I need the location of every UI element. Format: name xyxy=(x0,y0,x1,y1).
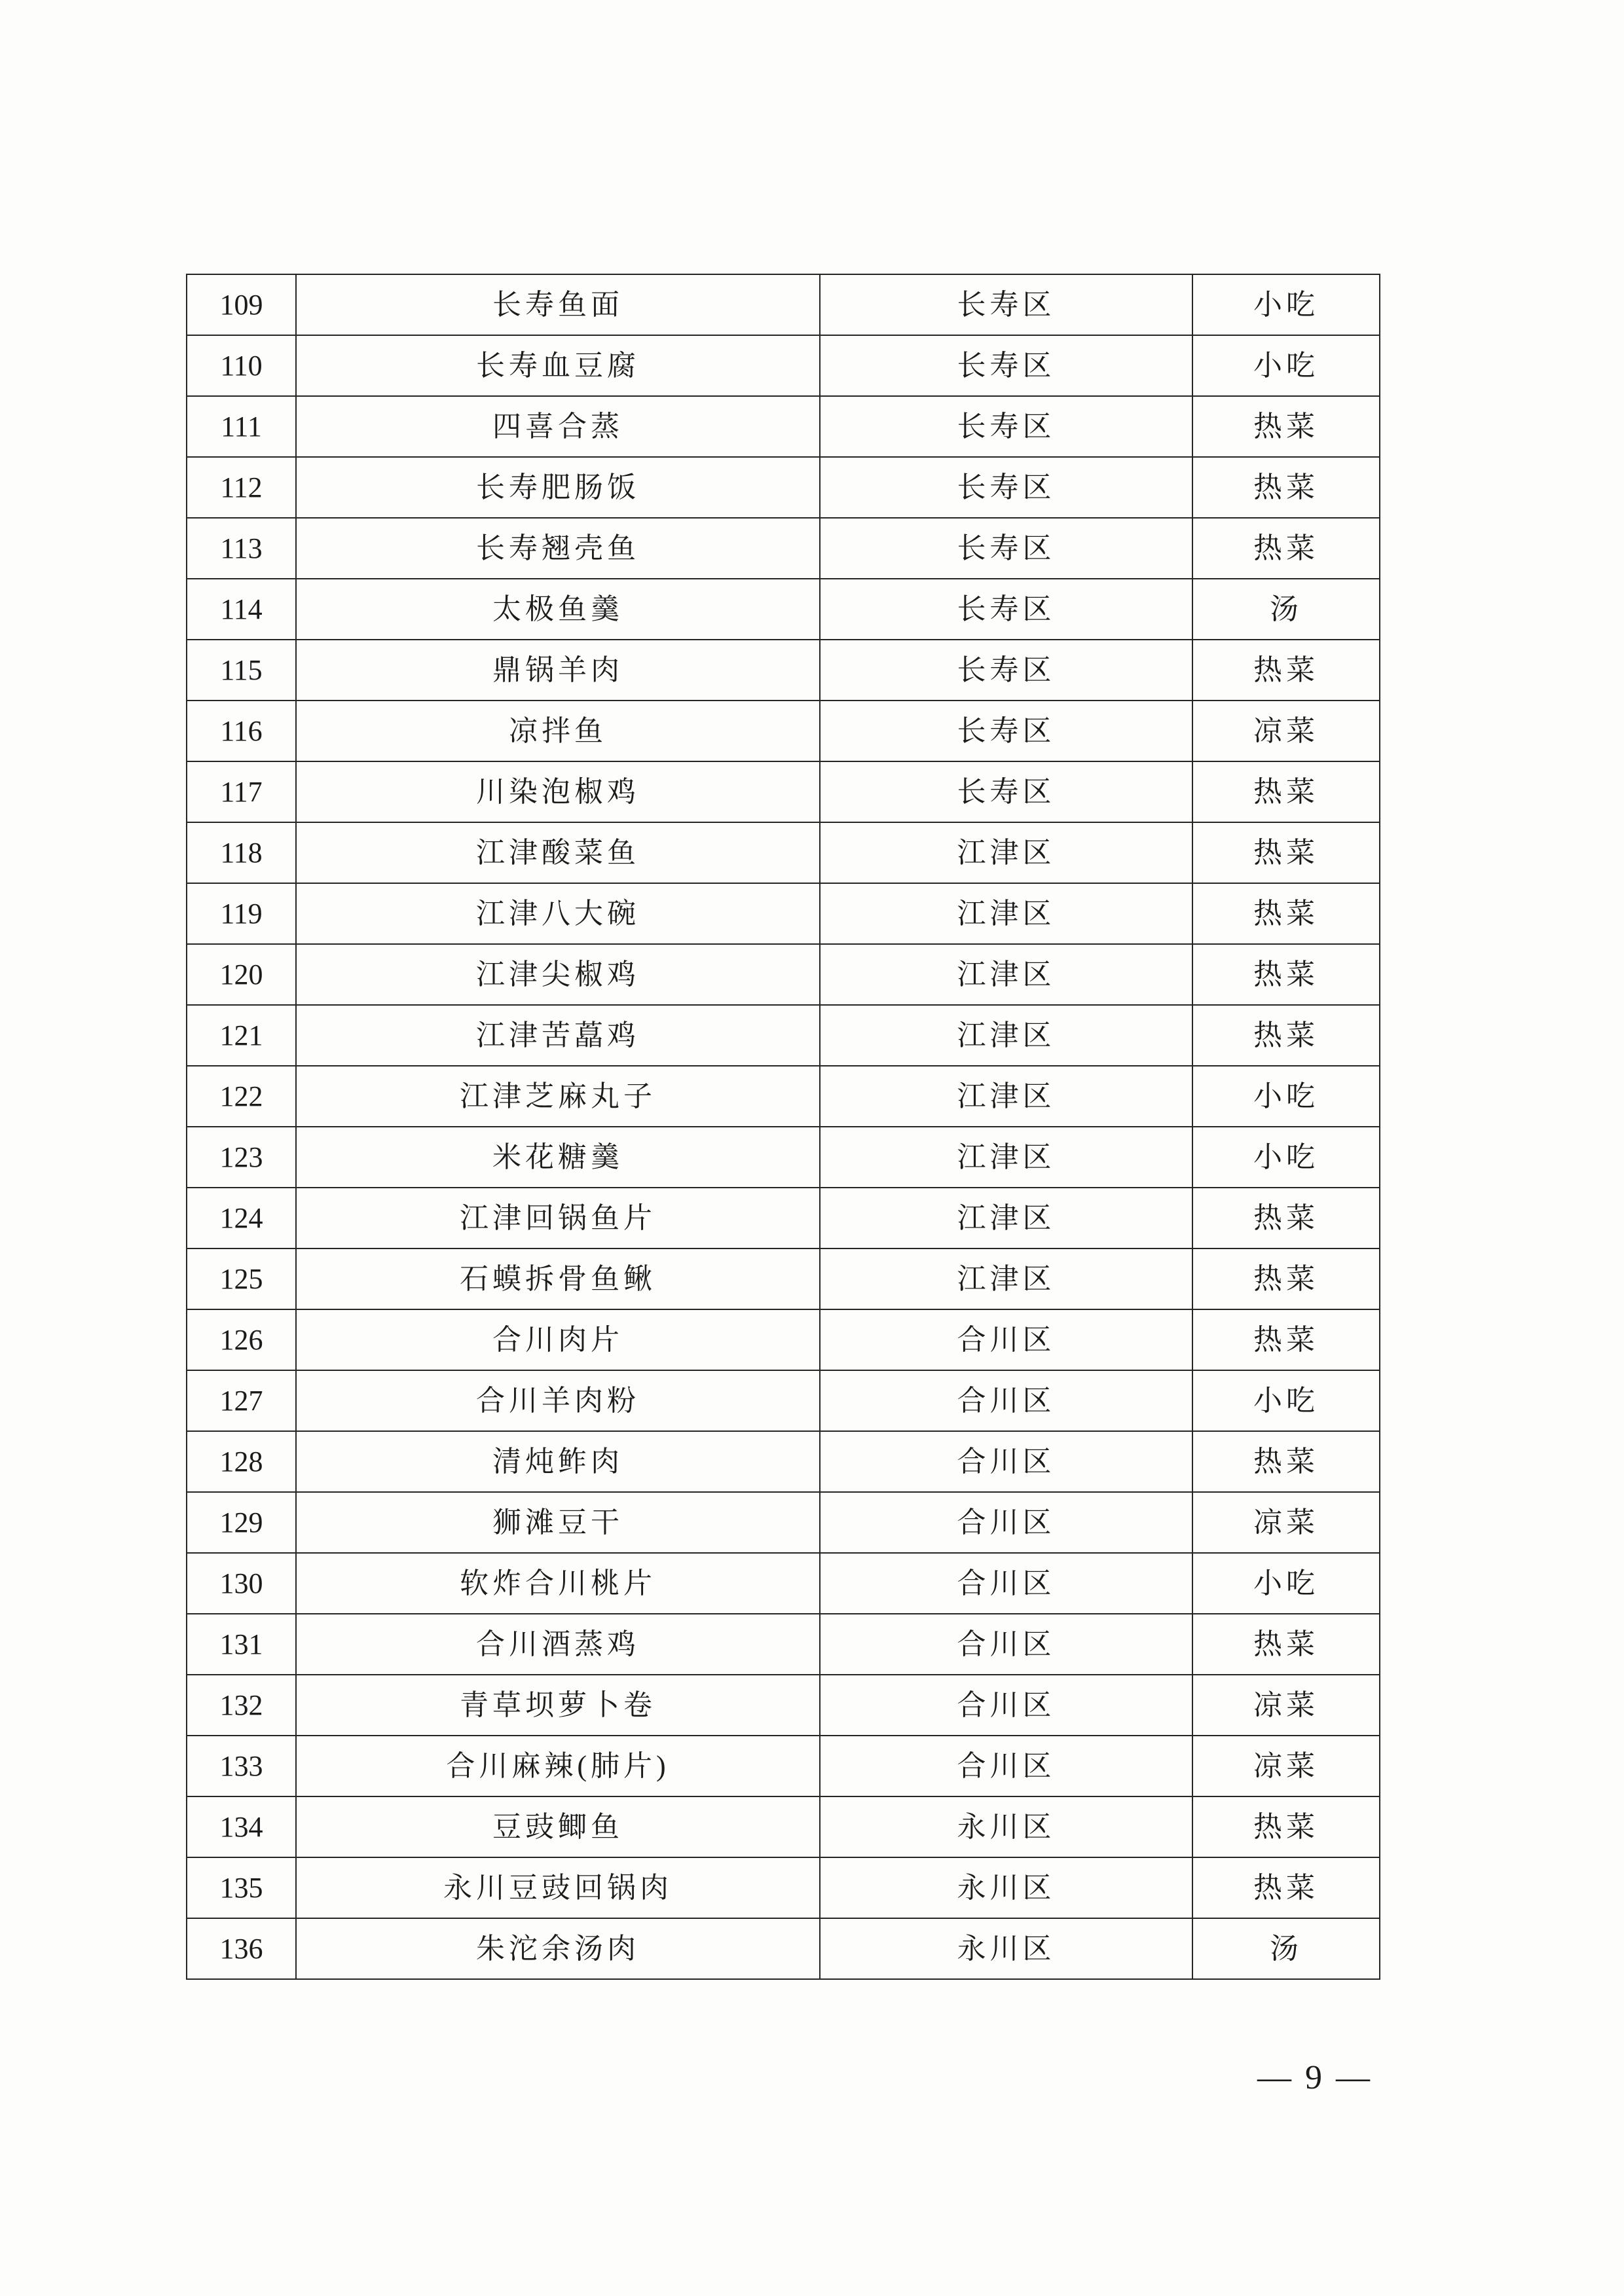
category-cell: 凉菜 xyxy=(1192,1492,1380,1553)
table-row xyxy=(187,1553,1380,1614)
category-cell: 热菜 xyxy=(1192,457,1380,518)
category-cell: 热菜 xyxy=(1192,640,1380,701)
district-cell: 长寿区 xyxy=(820,274,1192,335)
table-row xyxy=(187,1918,1380,1979)
category-cell: 热菜 xyxy=(1192,1309,1380,1370)
row-number-cell: 131 xyxy=(187,1614,296,1675)
table-row xyxy=(187,1188,1380,1248)
dish-name-cell: 江津苦藠鸡 xyxy=(296,1005,820,1066)
district-cell: 合川区 xyxy=(820,1309,1192,1370)
dish-name-cell: 青草坝萝卜卷 xyxy=(296,1675,820,1736)
district-cell: 江津区 xyxy=(820,1127,1192,1188)
category-cell: 小吃 xyxy=(1192,1370,1380,1431)
table-row xyxy=(187,1675,1380,1736)
dish-name-cell: 合川羊肉粉 xyxy=(296,1370,820,1431)
table-row xyxy=(187,640,1380,701)
district-cell: 长寿区 xyxy=(820,640,1192,701)
table-row xyxy=(187,1005,1380,1066)
row-number-cell: 122 xyxy=(187,1066,296,1127)
table-row xyxy=(187,1796,1380,1857)
category-cell: 凉菜 xyxy=(1192,1736,1380,1796)
dish-name-cell: 江津尖椒鸡 xyxy=(296,944,820,1005)
category-cell: 热菜 xyxy=(1192,883,1380,944)
table-row xyxy=(187,1248,1380,1309)
dish-name-cell: 狮滩豆干 xyxy=(296,1492,820,1553)
category-cell: 热菜 xyxy=(1192,396,1380,457)
table-row xyxy=(187,822,1380,883)
row-number-cell: 115 xyxy=(187,640,296,701)
dish-name-cell: 清炖鲊肉 xyxy=(296,1431,820,1492)
table-row xyxy=(187,1066,1380,1127)
table-row xyxy=(187,274,1380,335)
dish-name-cell: 长寿肥肠饭 xyxy=(296,457,820,518)
district-cell: 永川区 xyxy=(820,1918,1192,1979)
dish-name-cell: 凉拌鱼 xyxy=(296,701,820,761)
table-row xyxy=(187,1309,1380,1370)
district-cell: 江津区 xyxy=(820,1248,1192,1309)
dish-name-cell: 合川酒蒸鸡 xyxy=(296,1614,820,1675)
dish-name-cell: 合川肉片 xyxy=(296,1309,820,1370)
district-cell: 合川区 xyxy=(820,1736,1192,1796)
dish-name-cell: 合川麻辣(肺片) xyxy=(296,1736,820,1796)
table-row xyxy=(187,944,1380,1005)
row-number-cell: 130 xyxy=(187,1553,296,1614)
category-cell: 热菜 xyxy=(1192,1857,1380,1918)
row-number-cell: 110 xyxy=(187,335,296,396)
table-row xyxy=(187,1127,1380,1188)
dish-name-cell: 江津回锅鱼片 xyxy=(296,1188,820,1248)
category-cell: 热菜 xyxy=(1192,1796,1380,1857)
row-number-cell: 134 xyxy=(187,1796,296,1857)
dish-name-cell: 长寿翘壳鱼 xyxy=(296,518,820,579)
table-row xyxy=(187,1431,1380,1492)
dish-name-cell: 江津八大碗 xyxy=(296,883,820,944)
row-number-cell: 133 xyxy=(187,1736,296,1796)
table-row xyxy=(187,1614,1380,1675)
category-cell: 小吃 xyxy=(1192,1066,1380,1127)
dish-name-cell: 长寿血豆腐 xyxy=(296,335,820,396)
district-cell: 长寿区 xyxy=(820,518,1192,579)
row-number-cell: 132 xyxy=(187,1675,296,1736)
district-cell: 合川区 xyxy=(820,1370,1192,1431)
page-number: — 9 — xyxy=(1257,2059,1373,2096)
category-cell: 热菜 xyxy=(1192,822,1380,883)
district-cell: 江津区 xyxy=(820,1005,1192,1066)
dish-name-cell: 永川豆豉回锅肉 xyxy=(296,1857,820,1918)
row-number-cell: 135 xyxy=(187,1857,296,1918)
table-row xyxy=(187,1370,1380,1431)
district-cell: 合川区 xyxy=(820,1431,1192,1492)
category-cell: 汤 xyxy=(1192,579,1380,640)
table-row xyxy=(187,883,1380,944)
district-cell: 长寿区 xyxy=(820,579,1192,640)
category-cell: 热菜 xyxy=(1192,944,1380,1005)
district-cell: 江津区 xyxy=(820,883,1192,944)
district-cell: 长寿区 xyxy=(820,457,1192,518)
category-cell: 热菜 xyxy=(1192,761,1380,822)
category-cell: 凉菜 xyxy=(1192,1675,1380,1736)
category-cell: 热菜 xyxy=(1192,1614,1380,1675)
category-cell: 热菜 xyxy=(1192,1431,1380,1492)
category-cell: 小吃 xyxy=(1192,335,1380,396)
category-cell: 凉菜 xyxy=(1192,701,1380,761)
table-row xyxy=(187,1492,1380,1553)
row-number-cell: 120 xyxy=(187,944,296,1005)
district-cell: 合川区 xyxy=(820,1492,1192,1553)
row-number-cell: 119 xyxy=(187,883,296,944)
dish-name-cell: 石蟆拆骨鱼鳅 xyxy=(296,1248,820,1309)
row-number-cell: 127 xyxy=(187,1370,296,1431)
district-cell: 合川区 xyxy=(820,1614,1192,1675)
dish-name-cell: 太极鱼羹 xyxy=(296,579,820,640)
district-cell: 永川区 xyxy=(820,1796,1192,1857)
row-number-cell: 136 xyxy=(187,1918,296,1979)
row-number-cell: 118 xyxy=(187,822,296,883)
district-cell: 合川区 xyxy=(820,1553,1192,1614)
district-cell: 江津区 xyxy=(820,1188,1192,1248)
row-number-cell: 121 xyxy=(187,1005,296,1066)
dish-name-cell: 川染泡椒鸡 xyxy=(296,761,820,822)
dish-name-cell: 江津芝麻丸子 xyxy=(296,1066,820,1127)
dish-name-cell: 豆豉鲫鱼 xyxy=(296,1796,820,1857)
category-cell: 热菜 xyxy=(1192,1005,1380,1066)
row-number-cell: 117 xyxy=(187,761,296,822)
table-row xyxy=(187,457,1380,518)
row-number-cell: 125 xyxy=(187,1248,296,1309)
row-number-cell: 128 xyxy=(187,1431,296,1492)
dish-name-cell: 四喜合蒸 xyxy=(296,396,820,457)
district-cell: 合川区 xyxy=(820,1675,1192,1736)
table-row xyxy=(187,579,1380,640)
table-row xyxy=(187,761,1380,822)
dish-name-cell: 朱沱余汤肉 xyxy=(296,1918,820,1979)
table-row xyxy=(187,1857,1380,1918)
row-number-cell: 114 xyxy=(187,579,296,640)
category-cell: 热菜 xyxy=(1192,1248,1380,1309)
district-cell: 长寿区 xyxy=(820,396,1192,457)
district-cell: 长寿区 xyxy=(820,335,1192,396)
category-cell: 热菜 xyxy=(1192,518,1380,579)
dish-table xyxy=(186,274,1380,1980)
dish-name-cell: 米花糖羹 xyxy=(296,1127,820,1188)
district-cell: 江津区 xyxy=(820,944,1192,1005)
dish-name-cell: 软炸合川桃片 xyxy=(296,1553,820,1614)
row-number-cell: 124 xyxy=(187,1188,296,1248)
row-number-cell: 123 xyxy=(187,1127,296,1188)
district-cell: 江津区 xyxy=(820,1066,1192,1127)
table-row xyxy=(187,1736,1380,1796)
table-row xyxy=(187,396,1380,457)
row-number-cell: 126 xyxy=(187,1309,296,1370)
category-cell: 汤 xyxy=(1192,1918,1380,1979)
row-number-cell: 111 xyxy=(187,396,296,457)
district-cell: 江津区 xyxy=(820,822,1192,883)
table-row xyxy=(187,701,1380,761)
category-cell: 小吃 xyxy=(1192,1553,1380,1614)
row-number-cell: 112 xyxy=(187,457,296,518)
district-cell: 永川区 xyxy=(820,1857,1192,1918)
table-row xyxy=(187,335,1380,396)
dish-table-body xyxy=(187,274,1380,1979)
category-cell: 小吃 xyxy=(1192,1127,1380,1188)
row-number-cell: 116 xyxy=(187,701,296,761)
district-cell: 长寿区 xyxy=(820,701,1192,761)
row-number-cell: 113 xyxy=(187,518,296,579)
row-number-cell: 129 xyxy=(187,1492,296,1553)
dish-name-cell: 长寿鱼面 xyxy=(296,274,820,335)
district-cell: 长寿区 xyxy=(820,761,1192,822)
dish-name-cell: 鼎锅羊肉 xyxy=(296,640,820,701)
row-number-cell: 109 xyxy=(187,274,296,335)
category-cell: 小吃 xyxy=(1192,274,1380,335)
category-cell: 热菜 xyxy=(1192,1188,1380,1248)
dish-name-cell: 江津酸菜鱼 xyxy=(296,822,820,883)
table-row xyxy=(187,518,1380,579)
